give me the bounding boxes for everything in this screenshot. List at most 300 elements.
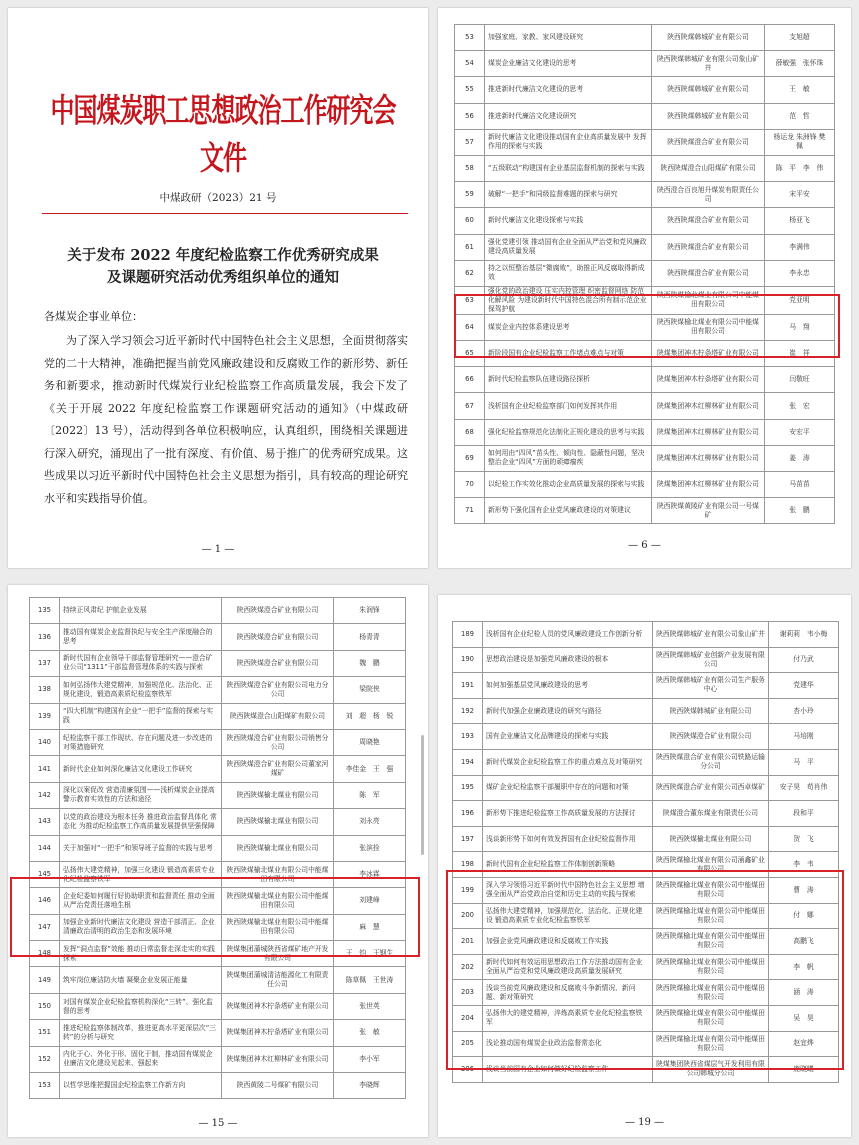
row-number-cell: 192 — [453, 698, 483, 724]
paper-title-cell: 筑牢岗位廉洁防火墙 凝聚企业发展正能量 — [60, 967, 222, 993]
organization-cell: 陕西陕煤韩城矿业有限公司象山矿井 — [653, 622, 769, 648]
author-cell: 付 娜 — [769, 903, 839, 929]
table-row — [30, 835, 406, 861]
row-number-cell: 141 — [30, 756, 60, 782]
organization-cell: 陕西陕煤澄合矿业有限公司 — [653, 724, 769, 750]
row-number-cell: 63 — [455, 286, 485, 314]
table-row — [30, 993, 406, 1019]
row-number-cell: 139 — [30, 703, 60, 729]
author-cell: 陈草佩 王世涛 — [334, 967, 406, 993]
row-number-cell: 197 — [453, 826, 483, 852]
author-cell: 王 敏 — [765, 77, 835, 103]
organization-cell: 陕煤集团陕西省煤层气开发利用有限公司韩城分公司 — [653, 1057, 769, 1083]
author-cell: 张世英 — [334, 993, 406, 1019]
organization-cell: 陕西陕煤韩城矿业创新产业发展有限公司 — [653, 647, 769, 673]
row-number-cell: 56 — [455, 103, 485, 129]
organization-cell: 陕西陕煤澄合矿业有限公司铁路运输分公司 — [653, 749, 769, 775]
table-row — [453, 673, 839, 699]
author-cell: 张 宏 — [765, 393, 835, 419]
row-number-cell: 151 — [30, 1020, 60, 1046]
author-cell: 赵宜烨 — [769, 1031, 839, 1057]
paper-title-cell: 推动国有煤炭企业监督执纪与安全生产深度融合的思考 — [60, 624, 222, 650]
author-cell: 杨青青 — [334, 624, 406, 650]
row-number-cell: 137 — [30, 650, 60, 676]
author-cell: 周晓艳 — [334, 729, 406, 755]
organization-cell: 陕煤集团神木红柳林矿业有限公司 — [652, 419, 765, 445]
organization-cell: 陕西陕煤榆北煤业有限公司中能煤田有限公司 — [653, 980, 769, 1006]
row-number-cell: 194 — [453, 749, 483, 775]
row-number-cell: 143 — [30, 809, 60, 835]
organization-cell: 陕西陕煤榆北煤业有限公司 — [653, 826, 769, 852]
row-number-cell: 64 — [455, 314, 485, 340]
salutation: 各煤炭企事业单位： — [44, 310, 143, 323]
organization-cell: 陕煤集团神木柠条塔矿业有限公司 — [222, 1020, 334, 1046]
row-number-cell: 55 — [455, 77, 485, 103]
page-number: — 6 — — [628, 540, 661, 551]
table-row — [30, 941, 406, 967]
organization-cell: 陕煤集团神木柠条塔矿业有限公司 — [652, 367, 765, 393]
organization-cell: 陕西陕煤韩城矿业有限公司象山矿井 — [652, 51, 765, 77]
paper-title-cell: 加强企业党风廉政建设和反腐败工作实践 — [483, 929, 653, 955]
paper-title-cell: 发挥“洞点监督”效能 推动日常监督走深走实的实践探索 — [60, 941, 222, 967]
table-row — [453, 877, 839, 903]
page-number: — 1 — — [201, 544, 235, 555]
paper-title-cell: 浅谈当前党风廉政建设和反腐败斗争新情况、新问题、新对策研究 — [483, 980, 653, 1006]
paper-title-cell: 以党的政治建设为根本任务 推进政治监督具体化 常态化 为推动纪检监察工作高质量发展提供坚强保障 — [60, 809, 222, 835]
row-number-cell: 196 — [453, 801, 483, 827]
document-page-1 — [8, 8, 428, 568]
row-number-cell: 62 — [455, 260, 485, 286]
organization-cell: 陕西陕煤榆北煤业有限公司中能煤田有限公司 — [653, 929, 769, 955]
paper-title-cell: 新形势下推进纪检监察工作高质量发展的方法探讨 — [483, 801, 653, 827]
author-cell: 薛敏强 张怀珠 — [765, 51, 835, 77]
table-row — [455, 286, 835, 314]
page-number: — 19 — — [624, 1117, 665, 1128]
paper-title-cell: 新时代加强企业廉政建设的研究与路径 — [483, 698, 653, 724]
table-row — [30, 782, 406, 808]
table-row — [455, 367, 835, 393]
author-cell: 安子昊 苟肖伟 — [769, 775, 839, 801]
organization-cell: 陕西陕煤澄合矿业有限公司 — [652, 129, 765, 155]
paper-title-cell: “四大机制”构建国有企业“一把手”监督的探索与实践 — [60, 703, 222, 729]
table-row — [30, 650, 406, 676]
paper-title-cell: 推进纪检监察体制改革，推进更高水平更深层次“三转”的分析与研究 — [60, 1020, 222, 1046]
paper-title-cell: 深化以案促改 营造清廉氛围——浅析煤炭企业提高警示教育实效性的方法和途径 — [60, 782, 222, 808]
organization-cell: 陕煤集团蒲城清洁能源化工有限责任公司 — [222, 967, 334, 993]
paper-title-cell: 强化党建引领 推动国有企业全面从严治党和党风廉政建设高质量发展 — [485, 234, 652, 260]
paper-title-cell: 新形势下强化国有企业党风廉政建设的对策建议 — [485, 498, 652, 524]
row-number-cell: 199 — [453, 877, 483, 903]
row-number-cell: 150 — [30, 993, 60, 1019]
organization-cell: 陕西陕煤榆北煤业有限公司涌鑫矿业有限公司 — [653, 852, 769, 878]
paper-title-cell: 浅谈新形势下如何有效发挥国有企业纪检监督作用 — [483, 826, 653, 852]
paper-title-cell: 破解“一把手”和同级监督难题的探索与研究 — [485, 182, 652, 208]
paper-title-cell: 浅论推动国有煤炭企业政治监督常态化 — [483, 1031, 653, 1057]
page-number: — 15 — — [198, 1118, 238, 1129]
row-number-cell: 146 — [30, 888, 60, 914]
author-cell: 魏 鹏 — [334, 650, 406, 676]
row-number-cell: 67 — [455, 393, 485, 419]
author-cell: 涵 涛 — [769, 980, 839, 1006]
row-number-cell: 201 — [453, 929, 483, 955]
row-number-cell: 153 — [30, 1073, 60, 1099]
table-row — [453, 749, 839, 775]
author-cell: 朱润锋 — [334, 598, 406, 624]
table-row — [30, 914, 406, 940]
row-number-cell: 57 — [455, 129, 485, 155]
row-number-cell: 60 — [455, 208, 485, 234]
paper-title-cell: 如何弘扬伟大建党精神，加强规范化、法治化、正规化建设，锻造高素质纪检监察铁军 — [60, 677, 222, 703]
table-row — [30, 677, 406, 703]
paper-title-cell: 推进新时代廉洁文化建设的思考 — [485, 77, 652, 103]
paper-title-cell: 新时代企业如何深化廉洁文化建设工作研究 — [60, 756, 222, 782]
paper-title-cell: 弘扬伟大的建党精神，淬炼高素质专业化纪检监察铁军 — [483, 1005, 653, 1031]
table-row — [455, 103, 835, 129]
awards-table — [452, 621, 839, 1083]
table-row — [455, 234, 835, 260]
organization-cell: 陕西陕煤榆北煤业有限公司中能煤田有限公司 — [222, 888, 334, 914]
organization-cell: 陕西陕煤榆北煤业有限公司 — [222, 782, 334, 808]
table-row — [455, 472, 835, 498]
paper-title-cell: 新时代廉洁文化建设推动国有企业高质量发展中 发挥作用的探索与实践 — [485, 129, 652, 155]
table-row — [453, 801, 839, 827]
table-row — [455, 51, 835, 77]
author-cell: 麻 慧 — [334, 914, 406, 940]
organization-cell: 陕西陕煤澄合山阳煤矿有限公司 — [652, 155, 765, 181]
table-row — [453, 954, 839, 980]
row-number-cell: 149 — [30, 967, 60, 993]
author-cell: 马苗苗 — [765, 472, 835, 498]
paper-title-cell: 加强家庭、家教、家风建设研究 — [485, 25, 652, 51]
organization-cell: 陕西陕煤榆北煤业有限公司中能煤田有限公司 — [653, 1031, 769, 1057]
paper-title-cell: 新时代国有企业纪检监察工作体制创新策略 — [483, 852, 653, 878]
row-number-cell: 200 — [453, 903, 483, 929]
table-row — [455, 419, 835, 445]
scrollbar[interactable] — [421, 735, 424, 855]
author-cell: 姜 涛 — [765, 445, 835, 471]
author-cell: 马 翔 — [765, 314, 835, 340]
organization-cell: 陕煤集团神木柠条塔矿业有限公司 — [652, 341, 765, 367]
organization-cell: 陕西陕煤澄合矿业有限公司销售分公司 — [222, 729, 334, 755]
author-cell: 刘永亮 — [334, 809, 406, 835]
paper-title-cell: 新时代煤炭企业纪检监察工作的重点难点及对策研究 — [483, 749, 653, 775]
organization-cell: 陕西陕煤榆北煤业有限公司中能煤田有限公司 — [653, 877, 769, 903]
row-number-cell: 65 — [455, 341, 485, 367]
paper-title-cell: “五级联动”构建国有企业基层监督机制的探索与实践 — [485, 155, 652, 181]
paper-title-cell: 关于加强对“一把手”和领导班子监督的实践与思考 — [60, 835, 222, 861]
author-cell: 付乃武 — [769, 647, 839, 673]
organization-cell: 陕西陕煤韩城矿业有限公司 — [652, 25, 765, 51]
row-number-cell: 53 — [455, 25, 485, 51]
author-cell: 高鹏飞 — [769, 929, 839, 955]
organization-cell: 陕煤集团蒲城陕西省煤矿地产开发有限公司 — [222, 941, 334, 967]
author-cell: 马培刚 — [769, 724, 839, 750]
author-cell: 杨运龙 朱洲锋 樊 佩 — [765, 129, 835, 155]
table-row — [455, 260, 835, 286]
author-cell: 党建华 — [769, 673, 839, 699]
table-row — [30, 967, 406, 993]
row-number-cell: 206 — [453, 1057, 483, 1083]
organization-cell: 陕西陕煤韩城矿业有限公司 — [652, 77, 765, 103]
table-row — [453, 826, 839, 852]
paper-title-cell: 煤矿企业纪检监察干部履职中存在的问题和对策 — [483, 775, 653, 801]
author-cell: 马 平 — [769, 749, 839, 775]
organization-cell: 陕煤集团神木红柳林矿业有限公司 — [652, 445, 765, 471]
red-header-title: 中国煤炭职工思想政治工作研究会文件 — [50, 90, 396, 177]
author-cell: 李满伟 — [765, 234, 835, 260]
organization-cell: 陕西陕煤澄合矿业有限公司董家河煤矿 — [222, 756, 334, 782]
organization-cell: 陕西陕煤韩城矿业有限公司 — [652, 103, 765, 129]
author-cell: 杏小玲 — [769, 698, 839, 724]
table-row — [30, 703, 406, 729]
row-number-cell: 66 — [455, 367, 485, 393]
paper-title-cell: 煤炭企业内控体系建设思考 — [485, 314, 652, 340]
paper-title-cell: 对国有煤炭企业纪检监察机构深化“三转”、强化监督的思考 — [60, 993, 222, 1019]
row-number-cell: 204 — [453, 1005, 483, 1031]
table-row — [30, 1020, 406, 1046]
paper-title-cell: 持续正风肃纪 护航企业发展 — [60, 598, 222, 624]
paper-title-cell: 推进新时代廉洁文化建设研究 — [485, 103, 652, 129]
row-number-cell: 135 — [30, 598, 60, 624]
paper-title-cell: 新时代廉洁文化建设探索与实践 — [485, 208, 652, 234]
author-cell: 庞晓曦 — [769, 1057, 839, 1083]
table-row — [455, 393, 835, 419]
organization-cell: 陕西陕煤澄合矿业有限公司电力分公司 — [222, 677, 334, 703]
table-row — [30, 888, 406, 914]
table-row — [453, 929, 839, 955]
paper-title-cell: 新时代国有企业领导干部监督管理研究——澄合矿业公司“1311”干部监督管理体系的实践与探索 — [60, 650, 222, 676]
organization-cell: 陕西陕煤榆北煤业有限公司中能煤田有限公司 — [222, 861, 334, 887]
author-cell: 陈 军 — [334, 782, 406, 808]
paper-title-cell: 思想政治建设是加强党风廉政建设的根本 — [483, 647, 653, 673]
organization-cell: 陕西陕煤黄陵矿业有限公司一号煤矿 — [652, 498, 765, 524]
table-row — [453, 852, 839, 878]
organization-cell: 陕西陕煤澄合矿业有限公司 — [652, 260, 765, 286]
paper-title-cell: 如何加强基层党风廉政建设的思考 — [483, 673, 653, 699]
organization-cell: 陕西陕煤澄合矿业有限公司 — [652, 234, 765, 260]
table-row — [30, 1073, 406, 1099]
organization-cell: 陕西陕煤榆北煤业有限公司 — [222, 809, 334, 835]
author-cell: 闫敬旺 — [765, 367, 835, 393]
row-number-cell: 54 — [455, 51, 485, 77]
paper-title-cell: 新时代纪检监察队伍建设路径探析 — [485, 367, 652, 393]
organization-cell: 陕西陕煤澄合矿业有限公司 — [652, 208, 765, 234]
table-row — [30, 729, 406, 755]
author-cell: 刘建峰 — [334, 888, 406, 914]
row-number-cell: 189 — [453, 622, 483, 648]
paper-title-cell: 强化党的政治建设 压实内控管理 织密监督网络 防范化解风险 为建设新时代中国特色混合所有制示范企业保驾护航 — [485, 286, 652, 314]
author-cell: 崔 祥 — [765, 341, 835, 367]
row-number-cell: 152 — [30, 1046, 60, 1072]
table-row — [453, 903, 839, 929]
author-cell: 支旭超 — [765, 25, 835, 51]
author-cell: 宋平安 — [765, 182, 835, 208]
author-cell: 梁院侠 — [334, 677, 406, 703]
organization-cell: 陕西陕煤榆北煤业有限公司中能煤田有限公司 — [653, 954, 769, 980]
author-cell: 党亚明 — [765, 286, 835, 314]
paper-title-cell: 纪检监察干部工作现状、存在问题及进一步改进的对策措施研究 — [60, 729, 222, 755]
author-cell: 李冰霖 — [334, 861, 406, 887]
row-number-cell: 203 — [453, 980, 483, 1006]
document-page-15 — [8, 585, 428, 1137]
paper-title-cell: 企业纪委如何履行好协助职责和监督责任 推动全面从严治党责任落地生根 — [60, 888, 222, 914]
table-row — [455, 314, 835, 340]
author-cell: 段和平 — [769, 801, 839, 827]
author-cell: 李 帆 — [769, 954, 839, 980]
paper-title-cell: 加强企业新时代廉洁文化建设 营造干部清正、企业清廉政治清明的政治生态和发展环境 — [60, 914, 222, 940]
row-number-cell: 148 — [30, 941, 60, 967]
table-row — [455, 25, 835, 51]
author-cell: 李 韦 — [769, 852, 839, 878]
author-cell: 刘 超 杨 锐 — [334, 703, 406, 729]
organization-cell: 陕煤集团神木红柳林矿业有限公司 — [652, 472, 765, 498]
organization-cell: 陕西澄合百良旭升煤炭有限责任公司 — [652, 182, 765, 208]
table-row — [453, 1057, 839, 1083]
body-paragraph: 为了深入学习领会习近平新时代中国特色社会主义思想，全面贯彻落实党的二十大精神，准确把握当前党风廉政建设和反腐败工作的新形势、新任务和新要求，推动新时代煤炭行业纪检监察工作高质量发展，我会下发了《关于开展 2022 年度纪检监察工作课题研究活动的通知》（中煤政研〔2022〕13 号），活动得到各单位积极响应，认真组织，围绕相关课题进行深入研究，涌现出了一批有深度、有价值、易于推广的优秀研究成果。这些成果以习近平新时代中国特色社会主义思想为指引，具有较高的理论研究水平和实践指导价值。 — [44, 334, 408, 505]
paper-title-cell: 弘扬伟大建党精神，加强规范化、法治化、正规化建设 锻造高素质专业化纪检监察铁军 — [483, 903, 653, 929]
row-number-cell: 71 — [455, 498, 485, 524]
organization-cell: 陕西陕煤澄合山阳煤矿有限公司 — [222, 703, 334, 729]
row-number-cell: 202 — [453, 954, 483, 980]
author-cell: 杨亚飞 — [765, 208, 835, 234]
row-number-cell: 138 — [30, 677, 60, 703]
organization-cell: 陕西陕煤韩城矿业有限公司 — [653, 698, 769, 724]
row-number-cell: 59 — [455, 182, 485, 208]
organization-cell: 陕煤澄合董东煤业有限责任公司 — [653, 801, 769, 827]
organization-cell: 陕西陕煤韩城矿业有限公司生产服务中心 — [653, 673, 769, 699]
awards-table — [454, 24, 835, 524]
organization-cell: 陕煤集团神木柠条塔矿业有限公司 — [222, 993, 334, 1019]
row-number-cell: 58 — [455, 155, 485, 181]
table-row — [453, 647, 839, 673]
notice-title — [38, 245, 408, 289]
organization-cell: 陕西陕煤澄合矿业有限公司西卓煤矿 — [653, 775, 769, 801]
paper-title-cell: 浅谈当前国有企业如何做好纪检监察工作 — [483, 1057, 653, 1083]
row-number-cell: 136 — [30, 624, 60, 650]
notice-title-line-2: 及课题研究活动优秀组织单位的通知 — [107, 269, 339, 286]
paper-title-cell: 新阶段国有企业纪检监察工作堵点难点与对策 — [485, 341, 652, 367]
table-row — [453, 622, 839, 648]
row-number-cell: 205 — [453, 1031, 483, 1057]
author-cell: 安宏平 — [765, 419, 835, 445]
row-number-cell: 61 — [455, 234, 485, 260]
row-number-cell: 145 — [30, 861, 60, 887]
table-row — [453, 1005, 839, 1031]
document-page-19 — [438, 595, 851, 1137]
organization-cell: 陕西陕煤榆北煤业有限公司中能煤田有限公司 — [652, 314, 765, 340]
author-cell: 王 钧 王钢生 — [334, 941, 406, 967]
paper-title-cell: 内化于心、外化于形、固化于制，推动国有煤炭企业廉洁文化建设见起来、强起来 — [60, 1046, 222, 1072]
author-cell: 张滨拴 — [334, 835, 406, 861]
author-cell: 贺 飞 — [769, 826, 839, 852]
table-row — [455, 498, 835, 524]
author-cell: 张 鹏 — [765, 498, 835, 524]
paper-title-cell: 浅析国有企业纪检监察部门如何发挥其作用 — [485, 393, 652, 419]
row-number-cell: 147 — [30, 914, 60, 940]
table-row — [455, 77, 835, 103]
paper-title-cell: 强化纪检监察规范化法制化正规化建设的思考与实践 — [485, 419, 652, 445]
table-row — [30, 1046, 406, 1072]
table-row — [30, 598, 406, 624]
table-row — [455, 129, 835, 155]
paper-title-cell: 以哲学思维把握国企纪检监察工作新方向 — [60, 1073, 222, 1099]
author-cell: 李佳金 王 强 — [334, 756, 406, 782]
document-page-6 — [438, 8, 851, 568]
author-cell: 张 敏 — [334, 1020, 406, 1046]
table-row — [30, 809, 406, 835]
paper-title-cell: 浅析国有企业纪检人员的党风廉政建设工作创新分析 — [483, 622, 653, 648]
paper-title-cell: 国有企业廉洁文化品牌建设的探索与实践 — [483, 724, 653, 750]
paper-title-cell: 新时代如何有效运用思想政治工作方法推动国有企业 全面从严治党和党风廉政建设高质量发展研究 — [483, 954, 653, 980]
table-row — [453, 724, 839, 750]
organization-cell: 陕西陕煤澄合矿业有限公司 — [222, 624, 334, 650]
row-number-cell: 140 — [30, 729, 60, 755]
organization-cell: 陕煤集团神木红柳林矿业有限公司 — [652, 393, 765, 419]
table-row — [455, 445, 835, 471]
table-row — [30, 624, 406, 650]
organization-cell: 陕西陕煤榆北煤业有限公司中能煤田有限公司 — [653, 903, 769, 929]
author-cell: 李晓辉 — [334, 1073, 406, 1099]
paper-title-cell: 以纪检工作实效化推动企业高质量发展的探索与实践 — [485, 472, 652, 498]
table-row — [455, 182, 835, 208]
organization-cell: 陕西陕煤澄合矿业有限公司 — [222, 650, 334, 676]
organization-cell: 陕西陕煤榆北煤业有限公司中能煤田有限公司 — [652, 286, 765, 314]
table-row — [30, 756, 406, 782]
table-row — [30, 861, 406, 887]
awards-table — [29, 597, 406, 1099]
author-cell: 李永忠 — [765, 260, 835, 286]
row-number-cell: 144 — [30, 835, 60, 861]
row-number-cell: 69 — [455, 445, 485, 471]
row-number-cell: 195 — [453, 775, 483, 801]
organization-cell: 陕西陕煤榆北煤业有限公司 — [222, 835, 334, 861]
row-number-cell: 193 — [453, 724, 483, 750]
row-number-cell: 68 — [455, 419, 485, 445]
table-row — [453, 698, 839, 724]
document-number: 中煤政研（2023）21 号 — [159, 192, 277, 204]
organization-cell: 陕西陕煤澄合矿业有限公司 — [222, 598, 334, 624]
organization-cell: 陕西陕煤榆北煤业有限公司中能煤田有限公司 — [653, 1005, 769, 1031]
author-cell: 曹 涛 — [769, 877, 839, 903]
table-row — [455, 155, 835, 181]
row-number-cell: 198 — [453, 852, 483, 878]
paper-title-cell: 深入学习领悟习近平新时代中国特色社会主义思想 增强全面从严治党政治自觉和历史主动的实践与探索 — [483, 877, 653, 903]
table-row — [455, 208, 835, 234]
row-number-cell: 190 — [453, 647, 483, 673]
row-number-cell: 142 — [30, 782, 60, 808]
table-row — [453, 775, 839, 801]
author-cell: 范 哲 — [765, 103, 835, 129]
table-row — [453, 1031, 839, 1057]
table-row — [453, 980, 839, 1006]
row-number-cell: 70 — [455, 472, 485, 498]
organization-cell: 陕西黄陵二号煤矿有限公司 — [222, 1073, 334, 1099]
paper-title-cell: 弘扬伟大建党精神，加强三化建设 锻造高素质专业化纪检监察铁军 — [60, 861, 222, 887]
organization-cell: 陕煤集团神木红柳林矿业有限公司 — [222, 1046, 334, 1072]
author-cell: 谢莉莉 韦小梅 — [769, 622, 839, 648]
author-cell: 李小军 — [334, 1046, 406, 1072]
author-cell: 陈 平 李 伟 — [765, 155, 835, 181]
table-row — [455, 341, 835, 367]
author-cell: 吴 昊 — [769, 1005, 839, 1031]
red-divider — [42, 213, 408, 214]
notice-title-line-1: 关于发布 2022 年度纪检监察工作优秀研究成果 — [67, 247, 379, 264]
paper-title-cell: 持之以恒整治基层“微腐败”，助推正风反腐取得新成效 — [485, 260, 652, 286]
row-number-cell: 191 — [453, 673, 483, 699]
organization-cell: 陕西陕煤榆北煤业有限公司中能煤田有限公司 — [222, 914, 334, 940]
paper-title-cell: 煤炭企业廉洁文化建设的思考 — [485, 51, 652, 77]
paper-title-cell: 如何用由“四风”苗头性、倾向性、隐蔽性问题，坚决整治企业“四风”方面的顽瘴痼疾 — [485, 445, 652, 471]
